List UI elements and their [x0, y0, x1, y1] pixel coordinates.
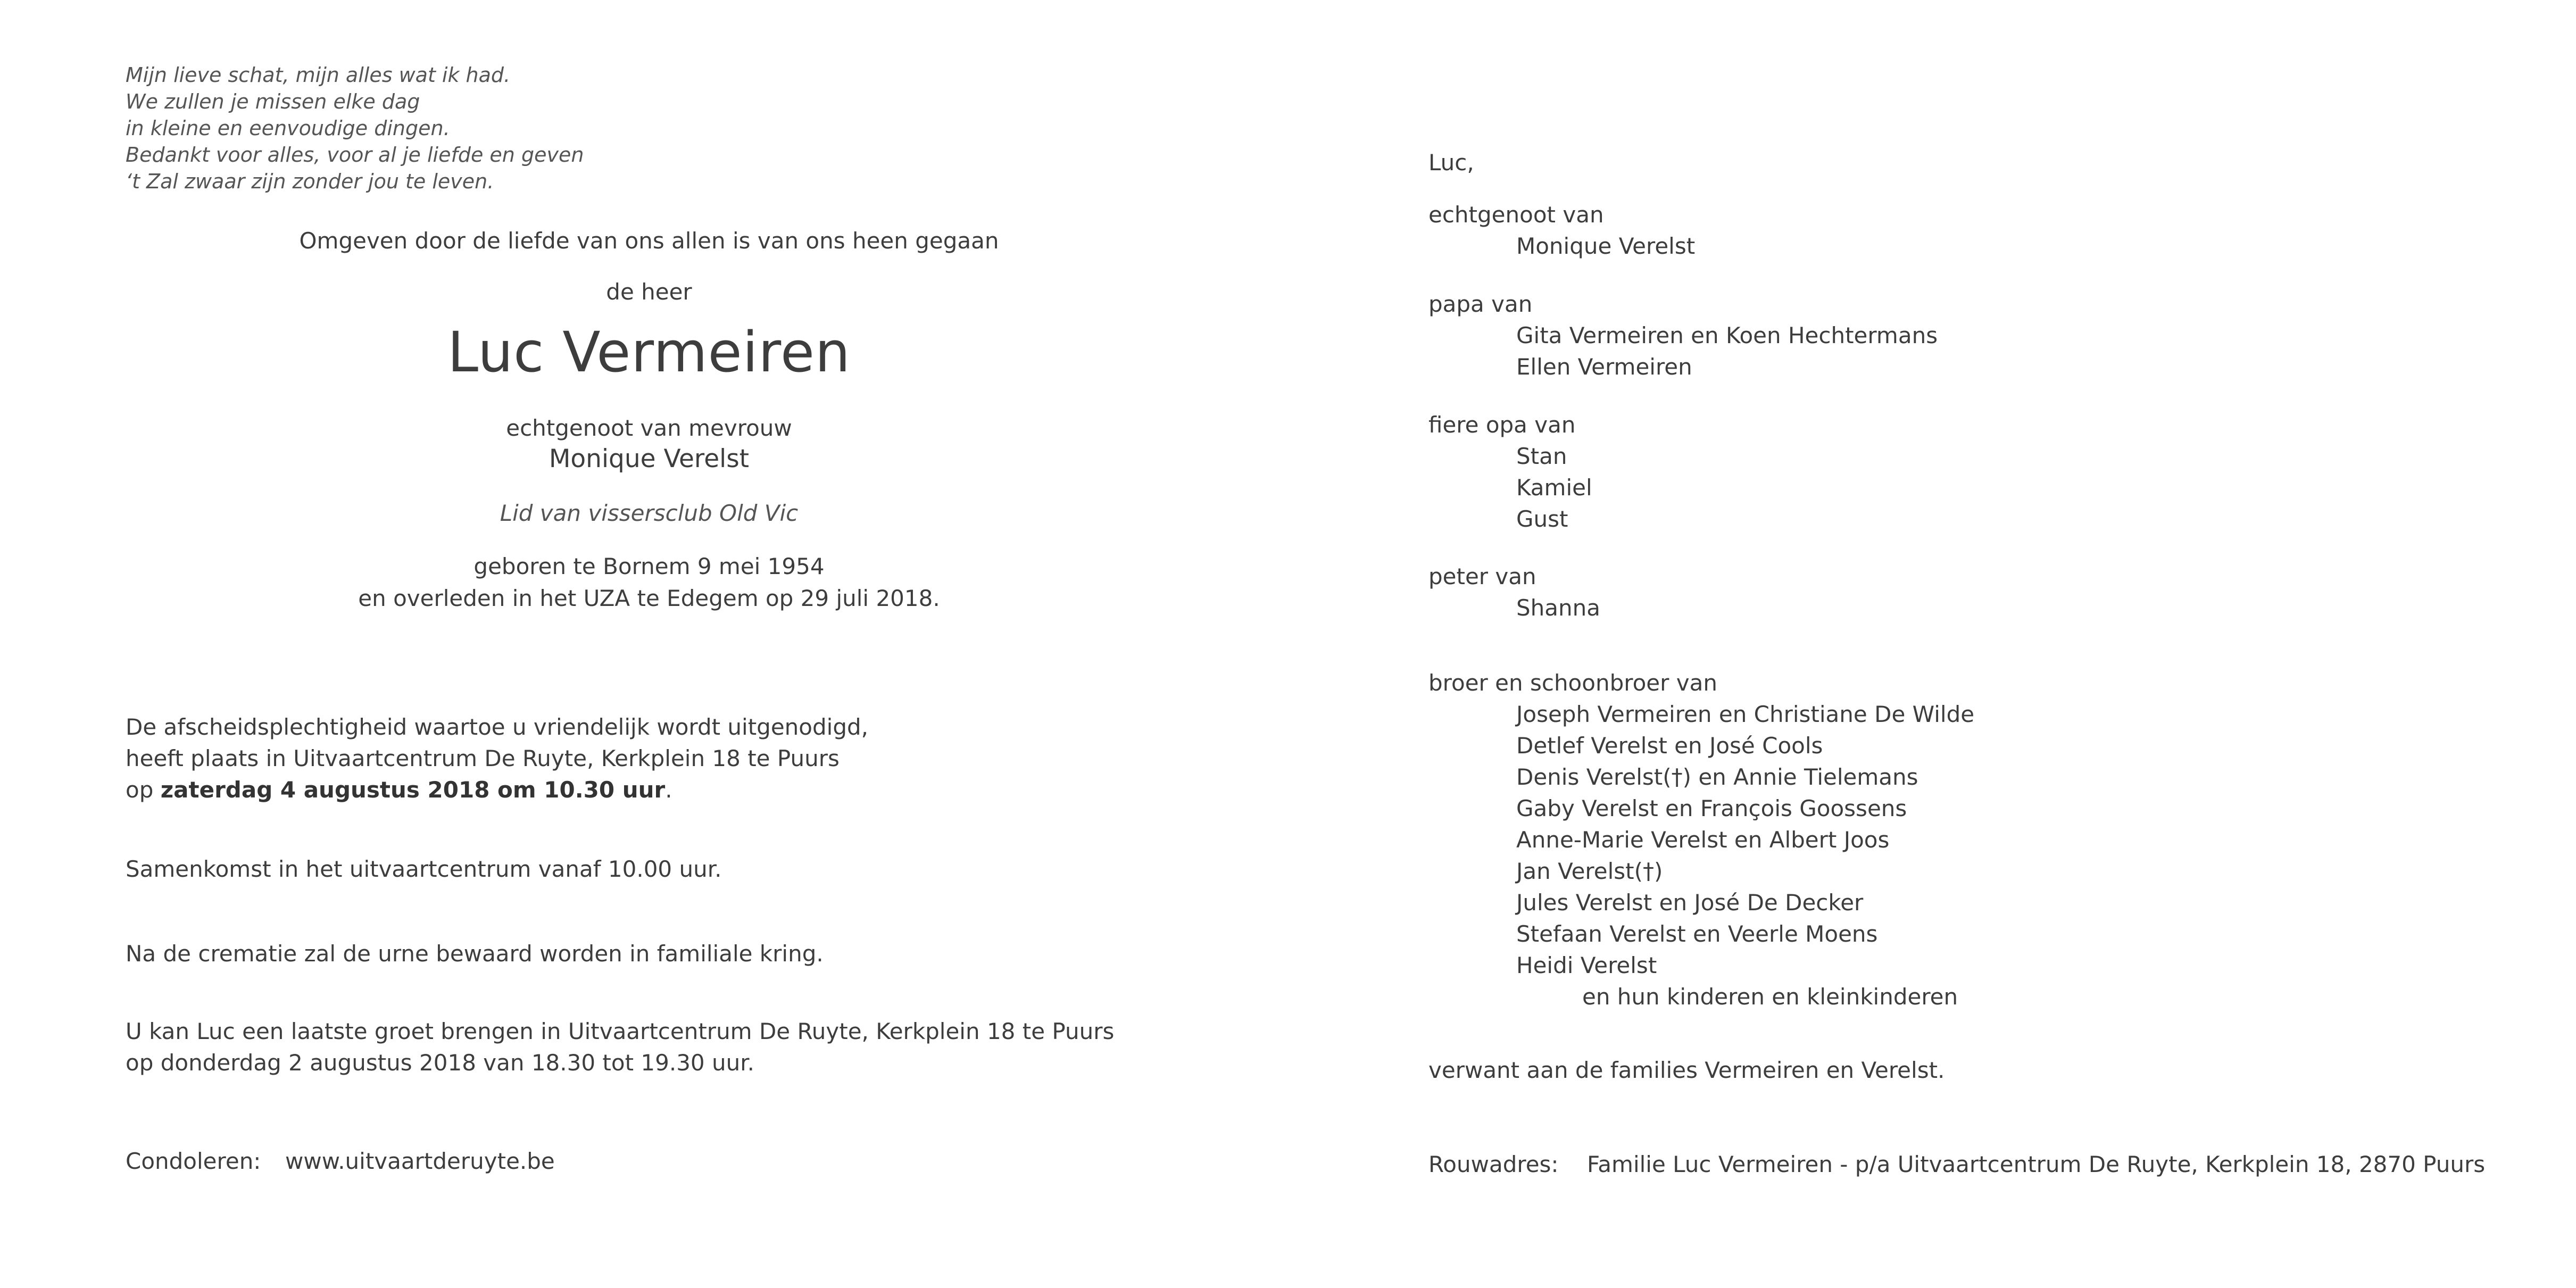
ceremony-line: op zaterdag 4 augustus 2018 om 10.30 uur. — [126, 777, 672, 803]
relation-name: Jan Verelst(†) — [1516, 858, 1663, 884]
relation-label: peter van — [1428, 563, 1536, 589]
siblings-block — [1428, 667, 1974, 1012]
address-row — [1428, 1151, 2485, 1177]
godfather-block — [1428, 561, 1600, 624]
ceremony-date: zaterdag 4 augustus 2018 om 10.30 uur — [160, 777, 666, 803]
address-value: Familie Luc Vermeiren - p/a Uitvaartcentrum De Ruyte, Kerkplein 18, 2870 Puurs — [1587, 1151, 2486, 1177]
ceremony-line: De afscheidsplechtigheid waartoe u vriendelijk wordt uitgenodigd, — [126, 714, 868, 740]
death-info: en overleden in het UZA te Edegem op 29 juli 2018. — [358, 585, 940, 611]
poem-line: We zullen je missen elke dag — [126, 90, 420, 113]
relation-extra: en hun kinderen en kleinkinderen — [1582, 984, 1958, 1010]
spouse-block — [1428, 199, 1695, 262]
grandfather-block — [1428, 409, 1592, 535]
relation-name: Monique Verelst — [1516, 233, 1696, 259]
relation-name: Denis Verelst(†) en Annie Tielemans — [1516, 764, 1918, 790]
address-label: Rouwadres: — [1428, 1151, 1559, 1177]
ceremony-line: heeft plaats in Uitvaartcentrum De Ruyte, Kerkplein 18 te Puurs — [126, 745, 840, 771]
relation-name: Ellen Vermeiren — [1516, 354, 1692, 380]
poem-line: in kleine en eenvoudige dingen. — [126, 117, 450, 140]
poem-line: Bedankt voor alles, voor al je liefde en geven — [126, 143, 584, 167]
spouse-name: Monique Verelst — [549, 444, 750, 473]
relation-label: papa van — [1428, 291, 1533, 317]
related-families: verwant aan de families Vermeiren en Verelst. — [1428, 1057, 1945, 1083]
relation-name: Anne-Marie Verelst en Albert Joos — [1516, 827, 1890, 853]
poem-line: Mijn lieve schat, mijn alles wat ik had. — [126, 63, 511, 87]
condolences-row — [126, 1148, 555, 1174]
visit-info — [126, 1016, 1114, 1078]
birth-info: geboren te Bornem 9 mei 1954 — [473, 553, 825, 579]
gathering-info: Samenkomst in het uitvaartcentrum vanaf 10.00 uur. — [126, 856, 722, 882]
honorific: de heer — [606, 279, 692, 305]
condolences-label: Condoleren: — [126, 1148, 261, 1174]
deceased-name: Luc Vermeiren — [447, 320, 851, 385]
cremation-info: Na de crematie zal de urne bewaard worden in familiale kring. — [126, 941, 824, 967]
relation-name: Joseph Vermeiren en Christiane De Wilde — [1516, 701, 1975, 727]
relation-name: Kamiel — [1516, 475, 1592, 501]
salutation: Luc, — [1428, 149, 1474, 176]
relation-label: broer en schoonbroer van — [1428, 670, 1717, 696]
relation-name: Stan — [1516, 443, 1567, 469]
condolences-link[interactable]: www.uitvaartderuyte.be — [285, 1148, 555, 1174]
relation-name: Shanna — [1516, 595, 1600, 621]
relation-name: Gaby Verelst en François Goossens — [1516, 795, 1907, 821]
relation-label: echtgenoot van — [1428, 202, 1604, 228]
poem — [126, 62, 584, 195]
spouse-label: echtgenoot van mevrouw — [506, 415, 792, 441]
relation-name: Jules Verelst en José De Decker — [1516, 890, 1864, 916]
father-block — [1428, 288, 1938, 383]
ceremony-info — [126, 711, 868, 805]
relation-label: fiere opa van — [1428, 412, 1576, 438]
poem-line: ‘t Zal zwaar zijn zonder jou te leven. — [126, 170, 494, 193]
relation-name: Gita Vermeiren en Koen Hechtermans — [1516, 322, 1938, 348]
relation-name: Heidi Verelst — [1516, 952, 1657, 978]
relation-name: Detlef Verelst en José Cools — [1516, 733, 1823, 759]
visit-line: U kan Luc een laatste groet brengen in Uitvaartcentrum De Ruyte, Kerkplein 18 te Puurs — [126, 1018, 1115, 1044]
relation-name: Stefaan Verelst en Veerle Moens — [1516, 921, 1878, 947]
intro-text: Omgeven door de liefde van ons allen is van ons heen gegaan — [299, 228, 999, 254]
membership: Lid van vissersclub Old Vic — [500, 500, 799, 526]
visit-line: op donderdag 2 augustus 2018 van 18.30 tot 19.30 uur. — [126, 1050, 754, 1076]
relation-name: Gust — [1516, 506, 1568, 532]
